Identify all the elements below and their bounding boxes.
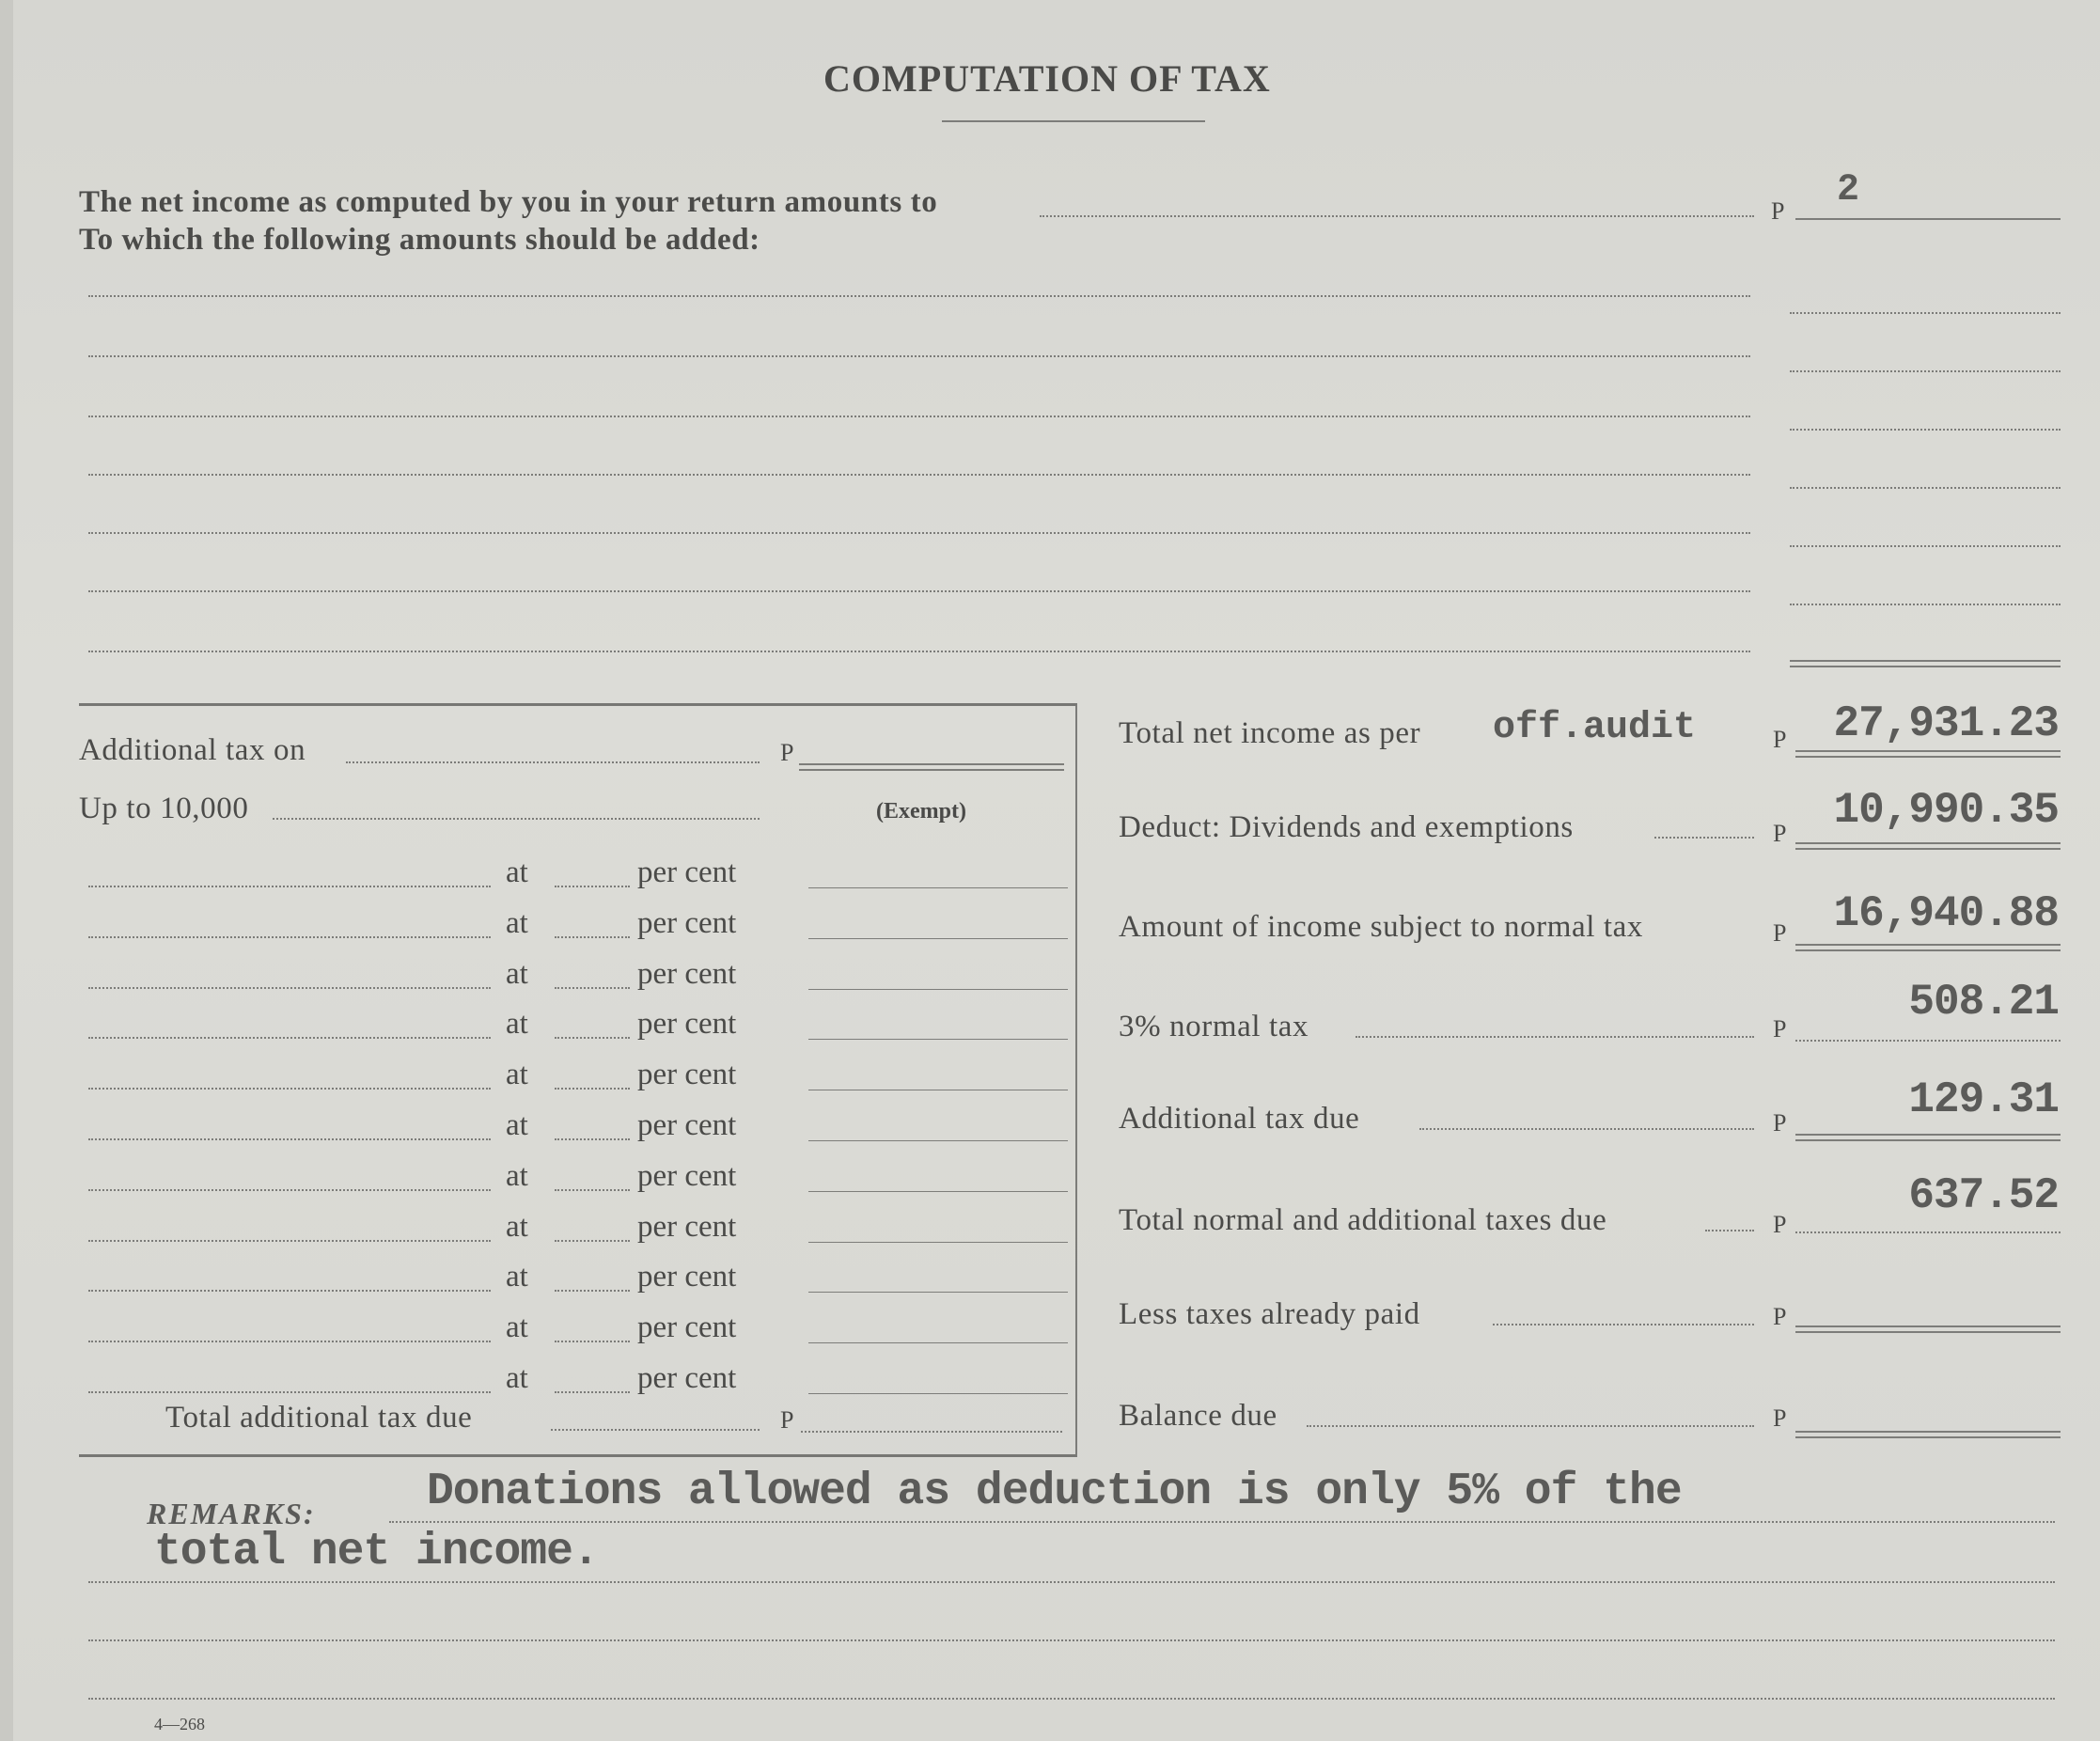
total-net-income-amount-line bbox=[1795, 750, 2061, 758]
rate-row-at-label: at bbox=[506, 906, 528, 940]
rate-row-amount-line bbox=[808, 1039, 1068, 1040]
rate-row-per-cent-label: per cent bbox=[637, 1159, 737, 1193]
added-row-line bbox=[88, 416, 1750, 417]
remarks-label: REMARKS: bbox=[147, 1497, 316, 1530]
rate-row-per-cent-label: per cent bbox=[637, 1361, 737, 1395]
deduct-dividends-label: Deduct: Dividends and exemptions bbox=[1119, 810, 1574, 844]
rate-row-at-label: at bbox=[506, 1260, 528, 1294]
rate-row-at-label: at bbox=[506, 1058, 528, 1091]
peso-sign: P bbox=[780, 739, 794, 766]
rate-row-per-cent-label: per cent bbox=[637, 1260, 737, 1294]
added-row-line bbox=[88, 532, 1750, 534]
total-additional-tax-leader bbox=[551, 1429, 760, 1431]
added-row-line bbox=[88, 355, 1750, 357]
rate-row-per-cent-label: per cent bbox=[637, 1210, 737, 1244]
rate-row-base-line bbox=[88, 1290, 491, 1292]
rate-row-per-cent-label: per cent bbox=[637, 1310, 737, 1344]
added-row-amount-line bbox=[1790, 545, 2061, 547]
peso-sign: P bbox=[1773, 1303, 1787, 1330]
added-row-amount-line bbox=[1790, 429, 2061, 431]
added-row-amount-line bbox=[1790, 370, 2061, 372]
added-row-amount-line bbox=[1790, 487, 2061, 489]
rate-row-rate-line bbox=[555, 1189, 630, 1191]
subject-to-normal-tax-label: Amount of income subject to normal tax bbox=[1119, 910, 1644, 944]
rate-row-amount-line bbox=[808, 1191, 1068, 1192]
peso-sign: P bbox=[780, 1406, 794, 1434]
total-net-income-source: off.audit bbox=[1493, 707, 1697, 749]
rate-row-rate-line bbox=[555, 886, 630, 887]
rate-row-amount-line bbox=[808, 1393, 1068, 1394]
rate-row-at-label: at bbox=[506, 957, 528, 991]
deduct-amount-line bbox=[1795, 842, 2061, 850]
total-taxes-due-amount: 637.52 bbox=[1908, 1171, 2059, 1220]
normal-tax-amount-line bbox=[1795, 1040, 2061, 1042]
rate-row-rate-line bbox=[555, 1138, 630, 1140]
rate-row-rate-line bbox=[555, 1341, 630, 1342]
rate-row-amount-line bbox=[808, 1242, 1068, 1243]
less-taxes-paid-amount-line bbox=[1795, 1325, 2061, 1333]
rate-row-at-label: at bbox=[506, 1310, 528, 1344]
rate-row-rate-line bbox=[555, 987, 630, 989]
remarks-line-2: total net income. bbox=[154, 1527, 599, 1577]
deduct-amount: 10,990.35 bbox=[1833, 786, 2059, 835]
rate-row-base-line bbox=[88, 1240, 491, 1242]
up-to-10000-label: Up to 10,000 bbox=[79, 792, 249, 825]
peso-sign: P bbox=[1773, 820, 1787, 847]
additional-tax-on-leader bbox=[346, 761, 760, 763]
remarks-line bbox=[88, 1639, 2055, 1641]
rate-row-base-line bbox=[88, 886, 491, 887]
peso-sign: P bbox=[1773, 1404, 1787, 1432]
rate-row-at-label: at bbox=[506, 1159, 528, 1193]
total-taxes-due-label: Total normal and additional taxes due bbox=[1119, 1203, 1607, 1237]
rate-row-base-line bbox=[88, 1189, 491, 1191]
peso-sign: P bbox=[1773, 726, 1787, 753]
subject-to-normal-tax-amount: 16,940.88 bbox=[1833, 889, 2059, 938]
remarks-line bbox=[88, 1581, 2055, 1583]
deduct-leader bbox=[1654, 837, 1754, 839]
less-taxes-paid-label: Less taxes already paid bbox=[1119, 1297, 1420, 1331]
added-row-amount-line bbox=[1790, 312, 2061, 314]
form-number: 4—268 bbox=[154, 1715, 205, 1733]
tax-form-page bbox=[13, 0, 2100, 1741]
rate-row-base-line bbox=[88, 987, 491, 989]
rate-row-rate-line bbox=[555, 1240, 630, 1242]
rate-row-rate-line bbox=[555, 1037, 630, 1039]
normal-tax-leader bbox=[1356, 1036, 1754, 1038]
form-title: COMPUTATION OF TAX bbox=[823, 57, 1271, 100]
normal-tax-label: 3% normal tax bbox=[1119, 1010, 1309, 1043]
rate-row-per-cent-label: per cent bbox=[637, 855, 737, 889]
rate-row-amount-line bbox=[808, 1342, 1068, 1343]
rate-row-base-line bbox=[88, 1138, 491, 1140]
rate-row-rate-line bbox=[555, 936, 630, 938]
rate-row-amount-line bbox=[808, 938, 1068, 939]
peso-sign: P bbox=[1771, 197, 1785, 225]
rate-row-amount-line bbox=[808, 989, 1068, 990]
rate-row-per-cent-label: per cent bbox=[637, 906, 737, 940]
title-underline bbox=[942, 120, 1205, 122]
rate-row-amount-line bbox=[808, 1140, 1068, 1141]
peso-sign: P bbox=[1773, 1015, 1787, 1043]
rate-row-at-label: at bbox=[506, 855, 528, 889]
rate-row-at-label: at bbox=[506, 1210, 528, 1244]
added-row-line bbox=[88, 590, 1750, 592]
up-to-10000-leader bbox=[273, 818, 760, 820]
peso-sign: P bbox=[1773, 919, 1787, 947]
normal-tax-amount: 508.21 bbox=[1908, 978, 2059, 1027]
peso-sign: P bbox=[1773, 1211, 1787, 1238]
remarks-line-1: Donations allowed as deduction is only 5% of the bbox=[427, 1467, 1682, 1517]
rate-row-per-cent-label: per cent bbox=[637, 1058, 737, 1091]
rate-row-per-cent-label: per cent bbox=[637, 1007, 737, 1041]
rate-row-at-label: at bbox=[506, 1007, 528, 1041]
added-amounts-label: To which the following amounts should be added: bbox=[79, 223, 760, 257]
added-row-line bbox=[88, 474, 1750, 476]
peso-sign: P bbox=[1773, 1109, 1787, 1137]
additional-tax-due-amount: 129.31 bbox=[1908, 1075, 2059, 1124]
exempt-note: (Exempt) bbox=[876, 799, 966, 823]
total-taxes-due-amount-line bbox=[1795, 1231, 2061, 1233]
added-total-double-line bbox=[1790, 660, 2061, 667]
remarks-line bbox=[88, 1698, 2055, 1700]
additional-tax-on-label: Additional tax on bbox=[79, 733, 306, 767]
rate-row-amount-line bbox=[808, 1292, 1068, 1293]
total-net-income-amount: 27,931.23 bbox=[1833, 699, 2059, 748]
balance-due-leader bbox=[1307, 1425, 1754, 1427]
net-income-leader bbox=[1040, 215, 1754, 217]
rate-row-at-label: at bbox=[506, 1361, 528, 1395]
rate-row-rate-line bbox=[555, 1290, 630, 1292]
additional-tax-due-amount-line bbox=[1795, 1134, 2061, 1141]
rate-row-base-line bbox=[88, 936, 491, 938]
additional-tax-due-label: Additional tax due bbox=[1119, 1102, 1360, 1136]
rate-row-per-cent-label: per cent bbox=[637, 957, 737, 991]
added-row-amount-line bbox=[1790, 604, 2061, 605]
total-taxes-due-leader bbox=[1705, 1230, 1754, 1231]
rate-row-base-line bbox=[88, 1037, 491, 1039]
balance-due-label: Balance due bbox=[1119, 1399, 1277, 1433]
net-income-amount: 2 bbox=[1837, 169, 1860, 212]
rate-row-rate-line bbox=[555, 1391, 630, 1393]
rate-row-at-label: at bbox=[506, 1108, 528, 1142]
rate-row-base-line bbox=[88, 1391, 491, 1393]
total-additional-tax-label: Total additional tax due bbox=[165, 1401, 473, 1435]
rate-row-base-line bbox=[88, 1088, 491, 1090]
total-additional-tax-amount-line bbox=[801, 1431, 1062, 1433]
net-income-amount-line bbox=[1795, 218, 2061, 220]
rate-row-rate-line bbox=[555, 1088, 630, 1090]
added-row-line bbox=[88, 651, 1750, 652]
added-row-line bbox=[88, 295, 1750, 297]
rate-row-per-cent-label: per cent bbox=[637, 1108, 737, 1142]
remarks-line bbox=[389, 1521, 2055, 1523]
additional-tax-on-amount-line bbox=[799, 763, 1064, 771]
balance-due-amount-line bbox=[1795, 1431, 2061, 1438]
rate-row-amount-line bbox=[808, 887, 1068, 888]
subject-amount-line bbox=[1795, 944, 2061, 951]
total-net-income-label: Total net income as per bbox=[1119, 716, 1421, 750]
net-income-label: The net income as computed by you in your return amounts to bbox=[79, 185, 938, 219]
rate-row-base-line bbox=[88, 1341, 491, 1342]
less-taxes-paid-leader bbox=[1493, 1324, 1754, 1325]
additional-tax-due-leader bbox=[1419, 1128, 1754, 1130]
